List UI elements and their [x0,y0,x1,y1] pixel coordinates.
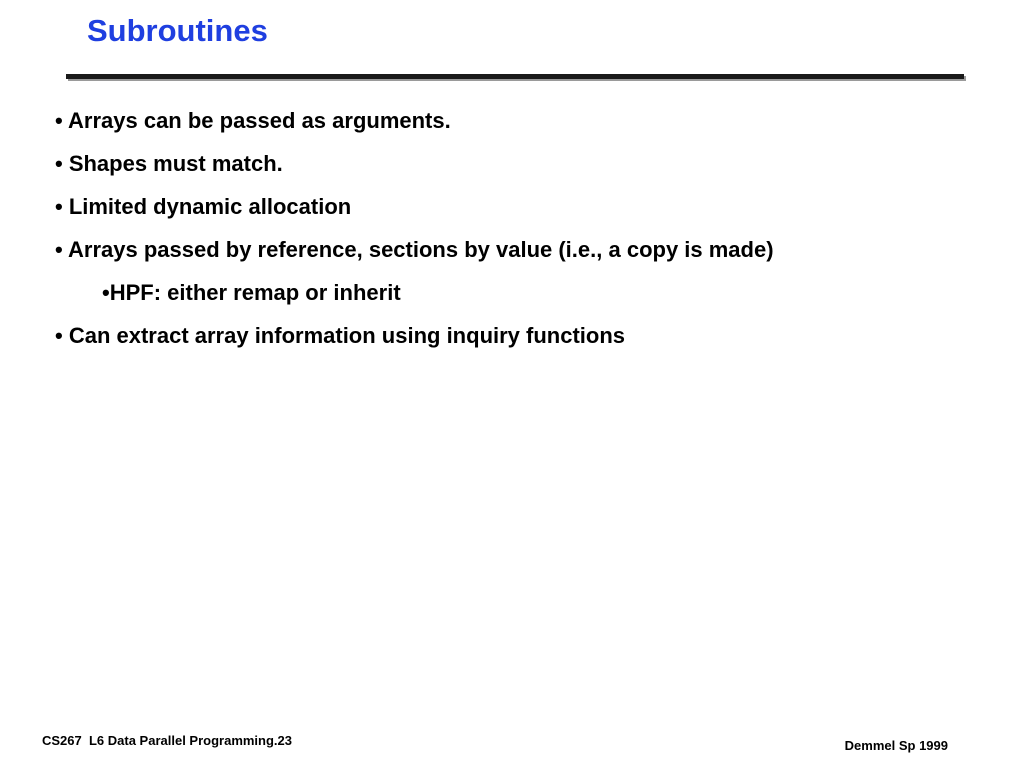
bullet-item: • Limited dynamic allocation [55,194,352,219]
footer-author-label: Demmel Sp 1999 [844,738,948,753]
bullet-item: • Arrays can be passed as arguments. [55,108,451,133]
title-divider [66,74,964,79]
footer-course-label: CS267 L6 Data Parallel Programming.23 [42,733,292,748]
sub-bullet-item: •HPF: either remap or inherit [102,280,401,305]
slide-title: Subroutines [87,13,268,48]
bullet-item: • Shapes must match. [55,151,283,176]
bullet-list [55,106,995,364]
bullet-item: • Can extract array information using inquiry functions [55,323,626,348]
bullet-item: • Arrays passed by reference, sections by value (i.e., a copy is made) [55,237,774,262]
